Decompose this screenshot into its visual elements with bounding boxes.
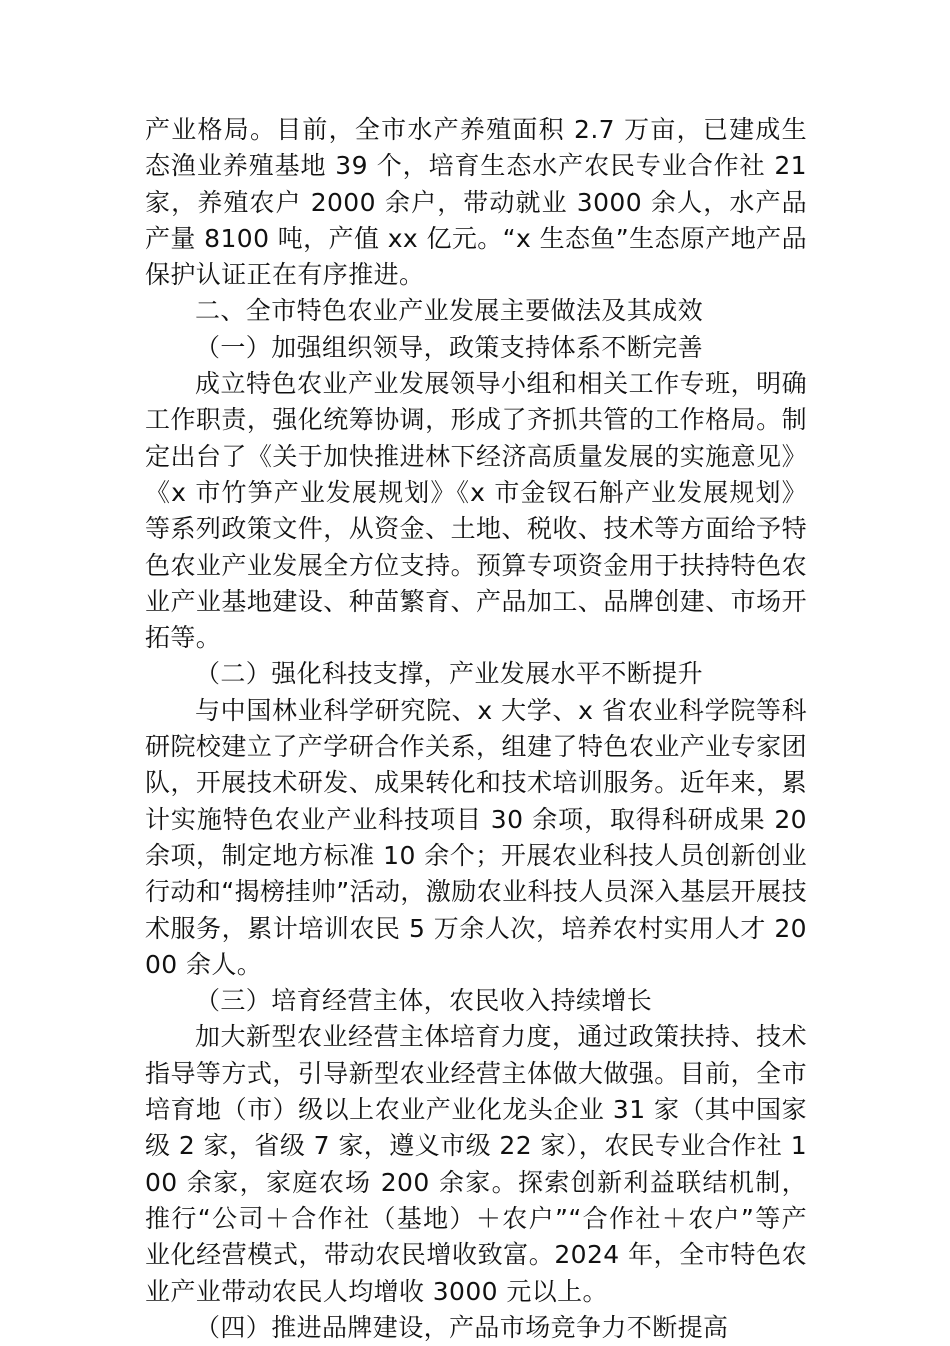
subheading-brand-building: （四）推进品牌建设，产品市场竞争力不断提高 bbox=[195, 1312, 729, 1342]
paragraph-policy-support: 成立特色农业产业发展领导小组和相关工作专班，明确工作职责，强化统筹协调，形成了齐抓共管的工作格局。制定出台了《关于加快推进林下经济高质量发展的实施意见》《x 市竹笋产业发展规划》《x 市金钗石斛产业发展规划》等系列政策文件，从资金、土地、税收、技术等方面给予特色农业产业发展全方位支持。预算专项资金用于扶持特色农业产业基地建设、种苗繁育、产品加工、品牌创建、市场开拓等。 bbox=[145, 369, 807, 653]
subheading-technology-support: （二）强化科技支撑，产业发展水平不断提升 bbox=[195, 659, 704, 689]
paragraph-technology-support: 与中国林业科学研究院、x 大学、x 省农业科学院等科研院校建立了产学研合作关系，组建了特色农业产业专家团队，开展技术研发、成果转化和技术培训服务。近年来，累计实施特色农业产业科技项目 30 余项，取得科研成果 20 余项，制定地方标准 10 余个；开展农业科技人员创新创业行动和“揭榜挂帅”活动，激励农业科技人员深入基层开展技术服务，累计培训农民 5 万余人次，培养农村实用人才 2000 余人。 bbox=[145, 695, 807, 979]
section-heading-two: 二、全市特色农业产业发展主要做法及其成效 bbox=[195, 296, 704, 326]
paragraph-business-entities: 加大新型农业经营主体培育力度，通过政策扶持、技术指导等方式，引导新型农业经营主体做大做强。目前，全市培育地（市）级以上农业产业化龙头企业 31 家（其中国家级 2 家，省级 7 家，遵义市级 22 家），农民专业合作社 100 余家，家庭农场 200 余家。探索创新利益联结机制，推行“公司＋合作社（基地）＋农户”“合作社＋农户”等产业化经营模式，带动农民增收致富。2024 年，全市特色农业产业带动农民人均增收 3000 元以上。 bbox=[145, 1022, 807, 1306]
document-body bbox=[145, 112, 807, 1346]
subheading-organization-leadership: （一）加强组织领导，政策支持体系不断完善 bbox=[195, 332, 704, 362]
paragraph-aquaculture-summary: 产业格局。目前，全市水产养殖面积 2.7 万亩，已建成生态渔业养殖基地 39 个，培育生态水产农民专业合作社 21 家，养殖农户 2000 余户，带动就业 3000 余人，水产品产量 8100 吨，产值 xx 亿元。“x 生态鱼”生态原产地产品保护认证正在有序推进。 bbox=[145, 115, 807, 290]
subheading-business-entities: （三）培育经营主体，农民收入持续增长 bbox=[195, 986, 653, 1016]
